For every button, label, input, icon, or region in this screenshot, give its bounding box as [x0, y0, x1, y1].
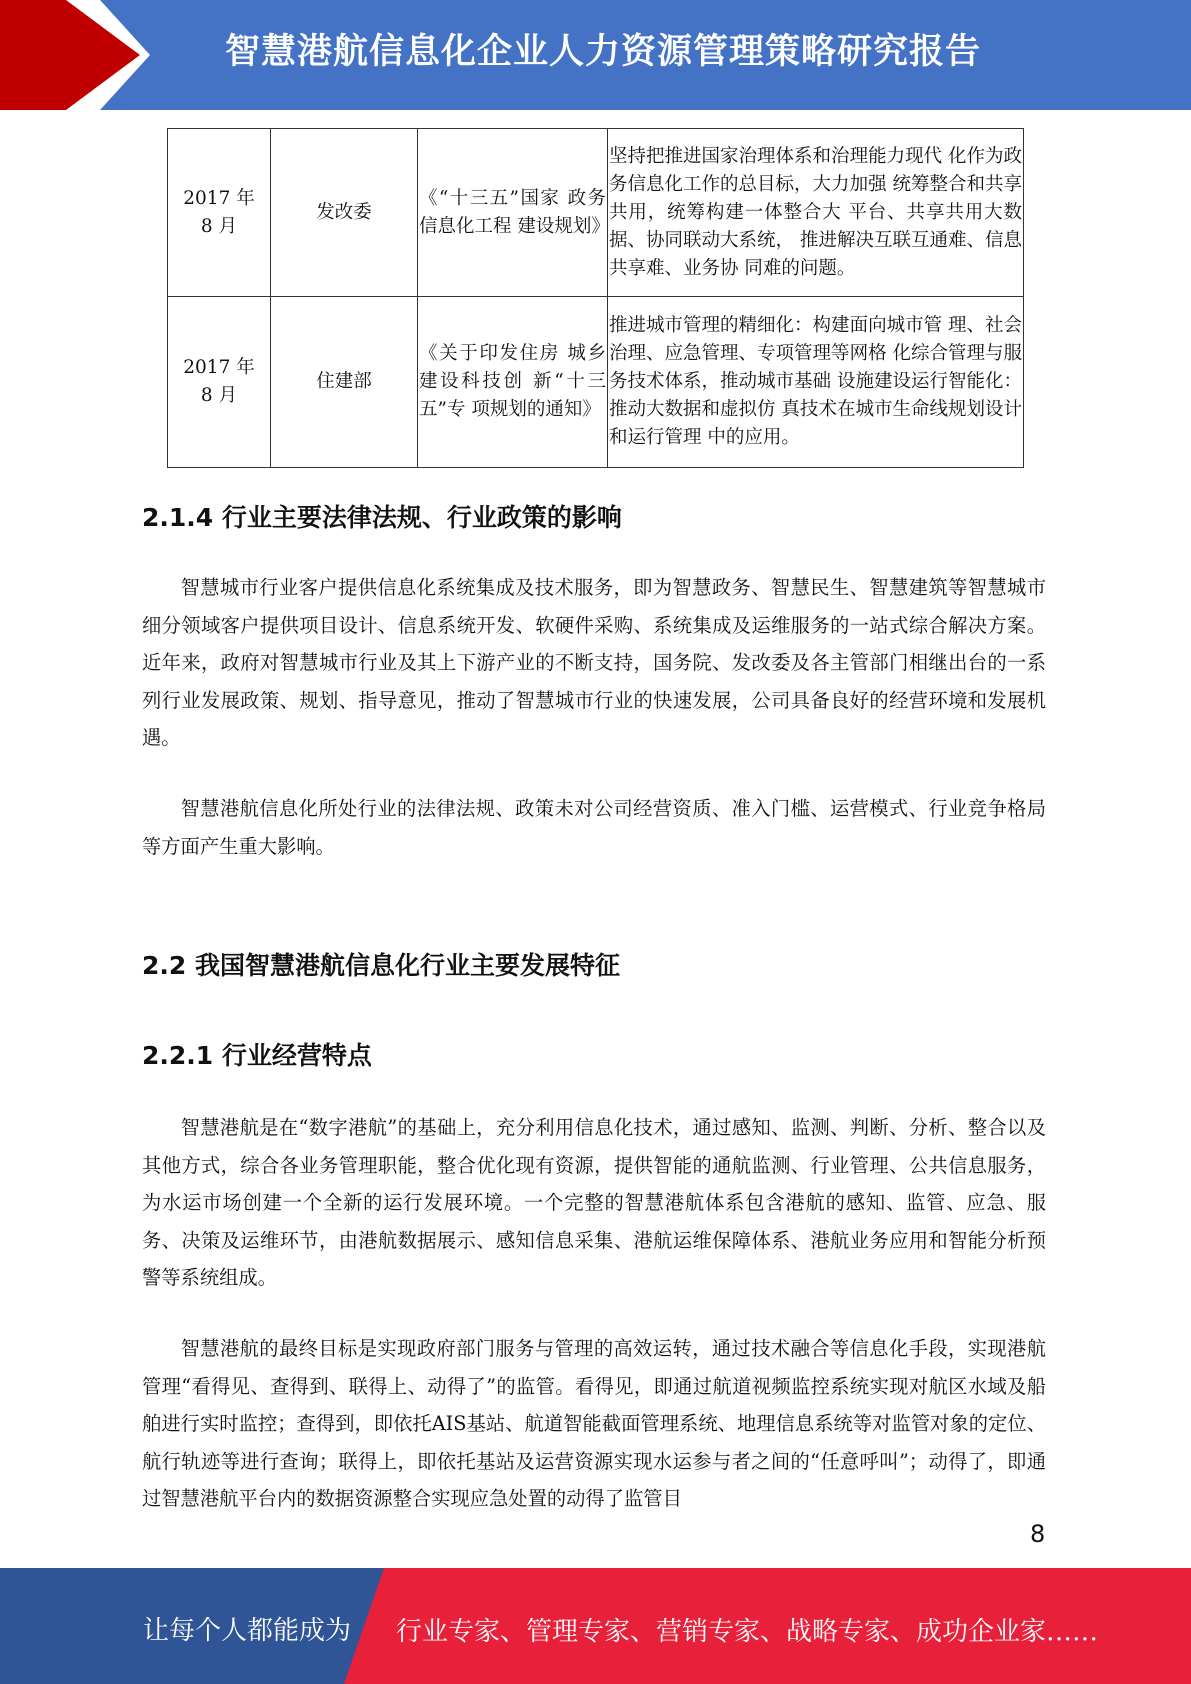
date-year: 2017 年 [183, 187, 255, 209]
date-cell [168, 129, 271, 297]
section-heading-2-1-4: 2.1.4 行业主要法律法规、行业政策的影响 [142, 503, 622, 532]
policy-title-cell: 《“十三五”国家 政务信息化工程 建设规划》 [418, 129, 608, 297]
date-cell [168, 297, 271, 468]
org-cell: 住建部 [271, 297, 418, 468]
table-row [168, 297, 1024, 468]
paragraph: 智慧城市行业客户提供信息化系统集成及技术服务，即为智慧政务、智慧民生、智慧建筑等智慧城市细分领域客户提供项目设计、信息系统开发、软硬件采购、系统集成及运维服务的一站式综合解决方案。近年来，政府对智慧城市行业及其上下游产业的不断支持，国务院、发改委及各主管部门相继出台的一系列行业发展政策、规划、指导意见，推动了智慧城市行业的快速发展，公司具备良好的经营环境和发展机遇。 [142, 576, 1046, 749]
policy-content-cell: 坚持把推进国家治理体系和治理能力现代 化作为政务信息化工作的总目标，大力加强 统筹整合和共享共用，统筹构建一体整合大 平台、共享共用大数据、协同联动大系统， 推进解决互联互通难、信息共享难、业务协 同难的问题。 [608, 129, 1024, 297]
page-footer [0, 1568, 1191, 1684]
date-month: 8 月 [200, 385, 238, 406]
policy-content-cell: 推进城市管理的精细化：构建面向城市管 理、社会治理、应急管理、专项管理等网格 化综合管理与服务技术体系，推动城市基础 设施建设运行智能化：推动大数据和虚拟仿 真技术在城市生命线规划设计和运行管理 中的应用。 [608, 297, 1024, 468]
policy-title-cell: 《关于印发住房 城乡建设科技创 新“十三五”专 项规划的通知》 [418, 297, 608, 468]
report-title: 智慧港航信息化企业人力资源管理策略研究报告 [225, 32, 982, 72]
section-heading-2-2-1: 2.2.1 行业经营特点 [142, 1041, 372, 1070]
section-heading-2-2: 2.2 我国智慧港航信息化行业主要发展特征 [142, 951, 620, 980]
footer-slogan-right: 行业专家、管理专家、营销专家、战略专家、成功企业家…… [396, 1617, 1099, 1647]
table-row [168, 129, 1024, 297]
date-year: 2017 年 [183, 357, 255, 378]
page-header [0, 0, 1191, 110]
paragraph: 智慧港航信息化所处行业的法律法规、政策未对公司经营资质、准入门槛、运营模式、行业竞争格局等方面产生重大影响。 [142, 797, 1046, 858]
footer-slogan-left: 让每个人都能成为 [143, 1616, 352, 1646]
paragraph: 智慧港航是在“数字港航”的基础上，充分利用信息化技术，通过感知、监测、判断、分析、整合以及其他方式，综合各业务管理职能，整合优化现有资源，提供智能的通航监测、行业管理、公共信息服务，为水运市场创建一个全新的运行发展环境。一个完整的智慧港航体系包含港航的感知、监管、应急、服务、决策及运维环节，由港航数据展示、感知信息采集、港航运维保障体系、港航业务应用和智能分析预警等系统组成。 [142, 1116, 1046, 1289]
policy-table [167, 128, 1024, 468]
org-cell: 发改委 [271, 129, 418, 297]
page-number: 8 [1030, 1520, 1046, 1548]
date-month: 8 月 [200, 215, 238, 237]
paragraph: 智慧港航的最终目标是实现政府部门服务与管理的高效运转，通过技术融合等信息化手段，实现港航管理“看得见、查得到、联得上、动得了”的监管。看得见，即通过航道视频监控系统实现对航区水域及船舶进行实时监控；查得到，即依托AIS基站、航道智能截面管理系统、地理信息系统等对监管对象的定位、航行轨迹等进行查询；联得上，即依托基站及运营资源实现水运参与者之间的“任意呼叫”；动得了，即通过智慧港航平台内的数据资源整合实现应急处置的动得了监管目 [142, 1337, 1046, 1510]
